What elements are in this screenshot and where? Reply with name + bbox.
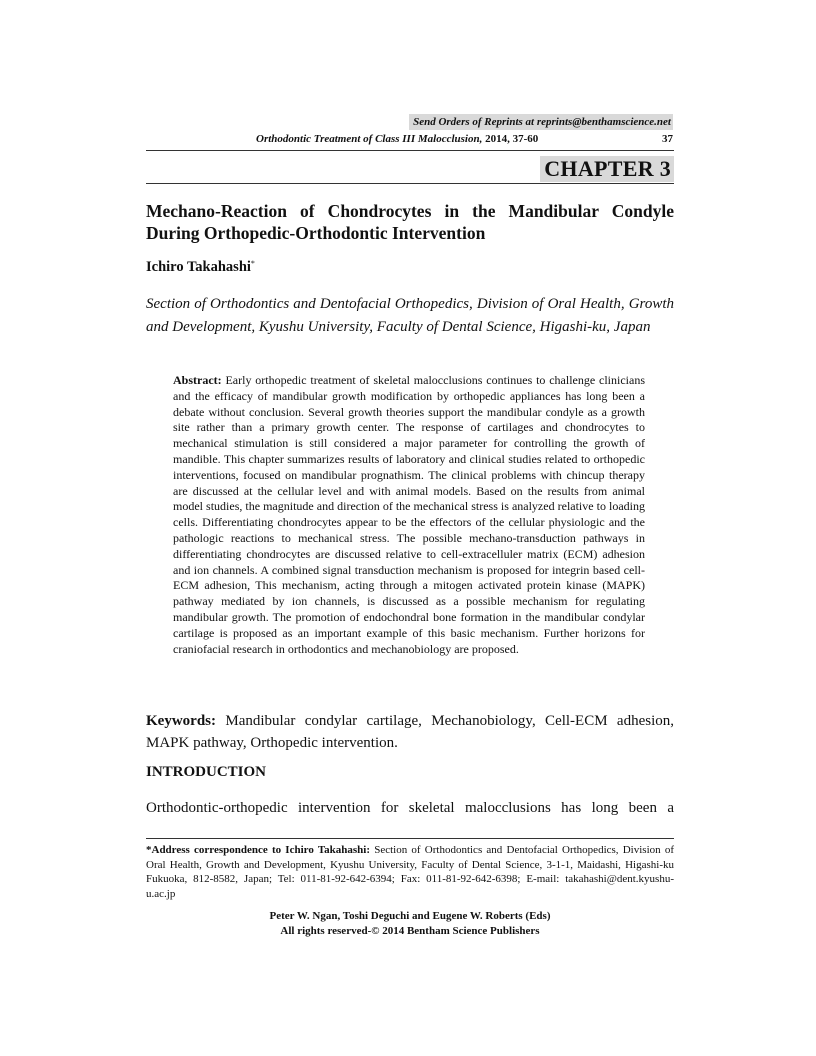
author-affiliation: Section of Orthodontics and Dentofacial Orthopedics, Division of Oral Health, Growth and Development, Kyushu University, Faculty of Dental Science, Higashi-ku, Japan bbox=[146, 296, 674, 335]
footnote-label: *Address correspondence to Ichiro Takahashi: bbox=[146, 844, 371, 856]
correspondence-footnote bbox=[146, 843, 674, 901]
abstract bbox=[173, 373, 645, 657]
chapter-title: Mechano-Reaction of Chondrocytes in the Mandibular Condyle During Orthopedic-Orthodontic Intervention bbox=[146, 201, 674, 243]
abstract-text: Early orthopedic treatment of skeletal malocclusions continues to challenge clinicians and the efficacy of mandibular growth modification by orthopedic appliances has long been a debate without conclusion. Several growth theories support the mandibular condyle as a growth site rather than a primary growth center. The response of cartilages and chondrocytes to mechanical stimulation is still considered a major parameter for controlling the growth of mandible. This chapter summarizes results of laboratory and clinical studies related to orthopedic interventions, focused on mandibular prognathism. The clinical problems with chincup therapy are discussed at the cellular level and with animal models. Based on the results from animal model studies, the magnitude and direction of the mechanical stress is analyzed relative to loading cells. Differentiating chondrocytes appear to be the effectors of the cellular physiologic and the pathologic reactions to mechanical stress. The possible mechano-transduction pathways in differentiating chondrocytes are discussed relative to cell-extracelluler matrix (ECM) adhesion and ion channels. A combined signal transduction mechanism is proposed for integrin based cell-ECM adhesion, This mechanism, acting through a mitogen activated protein kinase (MAPK) pathway mediated by ion channels, is discussed as a possible mechanism for regulating mandibular growth. The promotion of endochondral bone formation in the mandibular condylar cartilage is proposed as an important example of this basic mechanism. Further horizons for craniofacial research in orthodontics and mechanobiology are proposed. bbox=[173, 373, 645, 656]
page-number: 37 bbox=[662, 133, 673, 145]
footnote-text: Section of Orthodontics and Dentofacial Orthopedics, Division of Oral Health, Growth and Development, Kyushu University, Faculty of Dental Science, 3-1-1, Maidashi, Higashi-ku Fukuoka, 812-8582, Japan; Tel: 011-81-92-642-6394; Fax: 011-81-92-642-6398; E-mail: takahashi@dent.kyushu-u.ac.jp bbox=[146, 844, 674, 900]
introduction-text: Orthodontic-orthopedic intervention for skeletal malocclusions has long been a bbox=[146, 800, 674, 816]
journal-citation bbox=[256, 132, 538, 146]
copyright-line: All rights reserved-© 2014 Bentham Science Publishers bbox=[280, 924, 540, 937]
section-heading-introduction: INTRODUCTION bbox=[146, 764, 267, 780]
keywords-text: Mandibular condylar cartilage, Mechanobiology, Cell-ECM adhesion, MAPK pathway, Orthopedic intervention. bbox=[146, 713, 674, 751]
chapter-divider bbox=[146, 183, 674, 184]
author-name: Ichiro Takahashi bbox=[146, 259, 251, 275]
keywords-label: Keywords: bbox=[146, 713, 216, 729]
editors-line: Peter W. Ngan, Toshi Deguchi and Eugene W. Roberts (Eds) bbox=[269, 910, 551, 922]
header-divider bbox=[146, 150, 674, 151]
author-footnote-marker: * bbox=[250, 259, 255, 268]
abstract-label: Abstract: bbox=[173, 373, 222, 387]
journal-title: Orthodontic Treatment of Class III Malocclusion, bbox=[256, 133, 483, 145]
editors-credit bbox=[146, 909, 674, 938]
chapter-label: CHAPTER 3 bbox=[540, 156, 674, 182]
reprints-notice: Send Orders of Reprints at reprints@benthamscience.net bbox=[409, 114, 673, 130]
footnote-divider bbox=[146, 838, 674, 839]
journal-year-pages: 2014, 37-60 bbox=[482, 133, 539, 145]
keywords bbox=[146, 710, 674, 754]
author bbox=[146, 258, 255, 276]
